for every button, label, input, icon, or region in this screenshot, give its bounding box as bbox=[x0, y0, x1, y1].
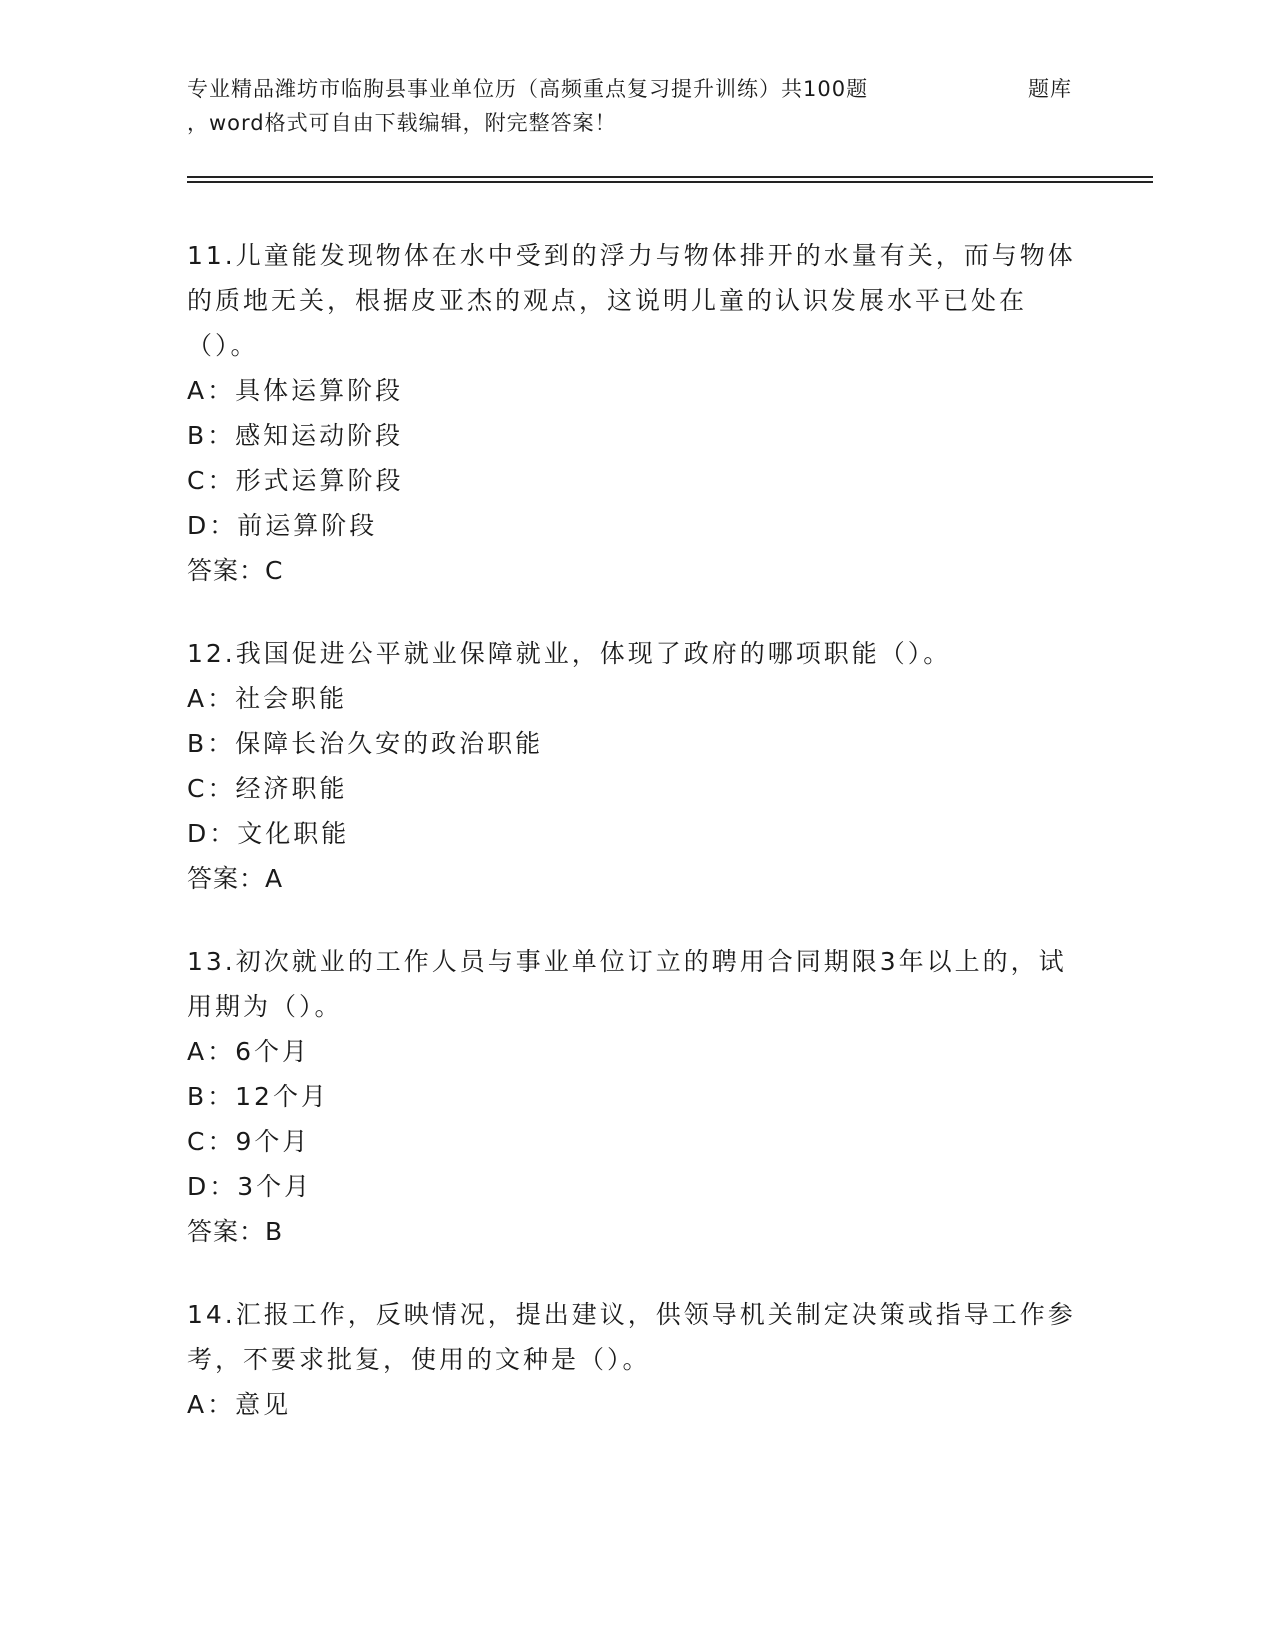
option-c: C：9个月 bbox=[187, 1127, 311, 1156]
option-a: A：具体运算阶段 bbox=[187, 376, 404, 405]
question-stem: 11.儿童能发现物体在水中受到的浮力与物体排开的水量有关，而与物体的质地无关，根据皮亚杰的观点，这说明儿童的认识发展水平已处在（）。 bbox=[187, 241, 1076, 360]
question-stem: 13.初次就业的工作人员与事业单位订立的聘用合同期限3年以上的，试用期为（）。 bbox=[187, 947, 1067, 1021]
header-rule-bottom bbox=[187, 181, 1153, 183]
header-subtitle: ，word格式可自由下载编辑，附完整答案！ bbox=[187, 111, 617, 135]
header-title: 专业精品潍坊市临朐县事业单位历（高频重点复习提升训练）共100题 bbox=[187, 77, 869, 101]
question-stem: 14.汇报工作，反映情况，提出建议，供领导机关制定决策或指导工作参考，不要求批复，使用的文种是（）。 bbox=[187, 1300, 1076, 1374]
option-c: C：经济职能 bbox=[187, 774, 348, 803]
header-rule-top bbox=[187, 176, 1153, 178]
option-c: C：形式运算阶段 bbox=[187, 466, 404, 495]
question-list bbox=[187, 233, 1087, 1465]
option-b: B：12个月 bbox=[187, 1082, 329, 1111]
answer: 答案：B bbox=[187, 1217, 284, 1246]
question-12 bbox=[187, 631, 1087, 901]
answer: 答案：C bbox=[187, 556, 284, 585]
question-13 bbox=[187, 939, 1087, 1254]
option-a: A：6个月 bbox=[187, 1037, 311, 1066]
option-a: A：意见 bbox=[187, 1390, 292, 1419]
document-header bbox=[187, 72, 1087, 140]
option-b: B：保障长治久安的政治职能 bbox=[187, 729, 544, 758]
option-d: D：3个月 bbox=[187, 1172, 313, 1201]
question-stem: 12.我国促进公平就业保障就业，体现了政府的哪项职能（）。 bbox=[187, 639, 952, 668]
option-a: A：社会职能 bbox=[187, 684, 348, 713]
header-tag: 题库 bbox=[1028, 77, 1072, 101]
option-d: D：前运算阶段 bbox=[187, 511, 378, 540]
question-14 bbox=[187, 1292, 1087, 1427]
option-d: D：文化职能 bbox=[187, 819, 350, 848]
answer: 答案：A bbox=[187, 864, 284, 893]
option-b: B：感知运动阶段 bbox=[187, 421, 404, 450]
question-11 bbox=[187, 233, 1087, 593]
